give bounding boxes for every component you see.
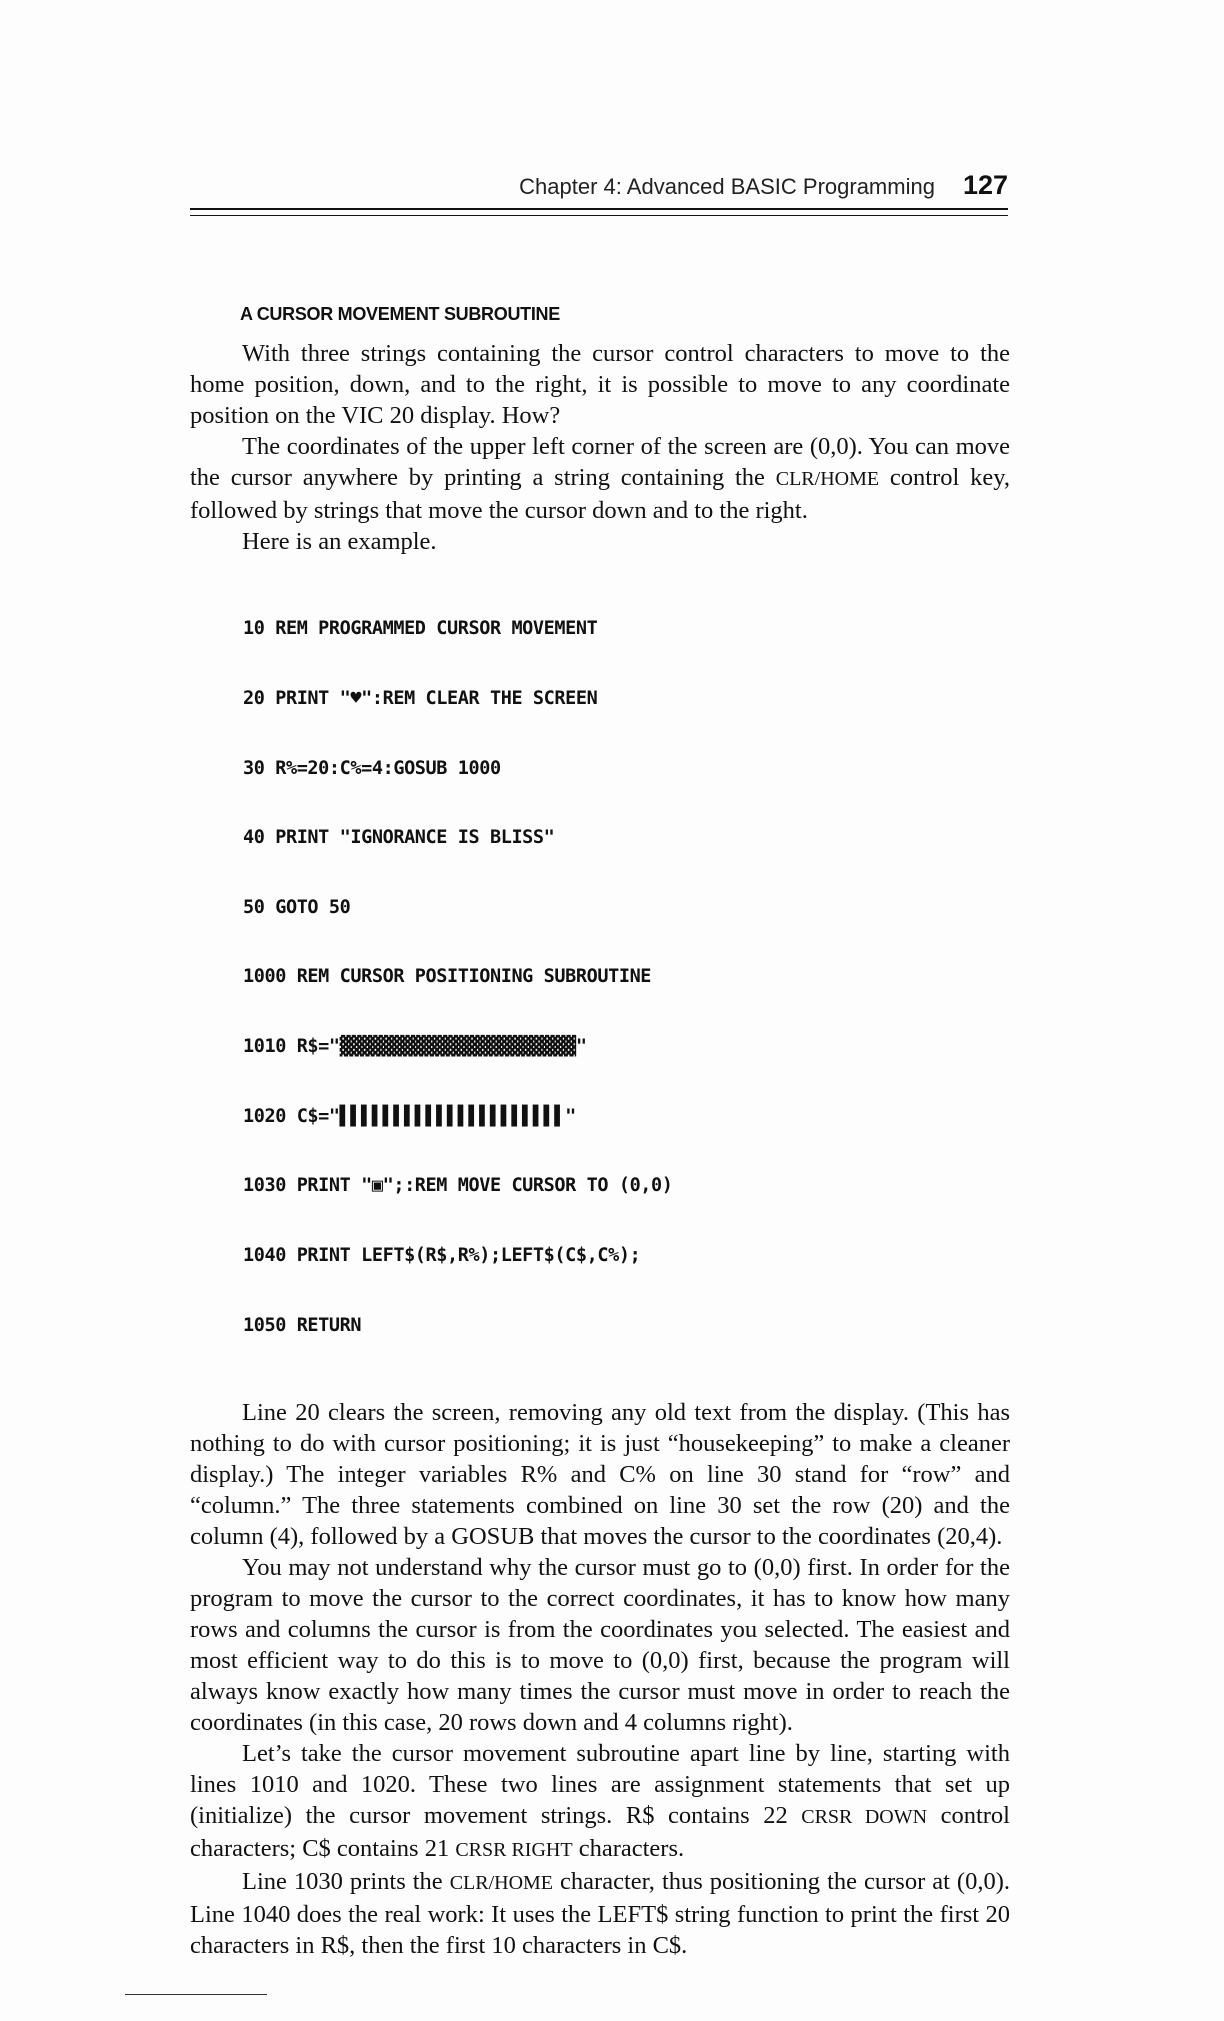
code-line: 1010 R$="▓▓▓▓▓▓▓▓▓▓▓▓▓▓▓▓▓▓▓▓▓▓" xyxy=(243,1036,587,1058)
paragraph: Line 1030 prints the CLR/HOME character, thus positioning the cursor at (0,0). Line 1040 does the real work: It uses the LEFT$ string function to print the first 20 characters in R$, then the first 10 characters in C$. xyxy=(190,1868,1010,1960)
paragraph: Let’s take the cursor movement subroutine apart line by line, starting with lines 1010 and 1020. These two lines are assignment statements that set up (initialize) the cursor movement strings. R$ contains 22 CRSR DOWN control characters; C$ contains 21 CRSR RIGHT characters. xyxy=(190,1740,1010,1863)
code-line: 20 PRINT "♥":REM CLEAR THE SCREEN xyxy=(243,688,598,710)
chapter-title: Chapter 4: Advanced BASIC Programming xyxy=(519,174,935,199)
footnote-rule xyxy=(125,1994,267,1995)
paragraph: Here is an example. xyxy=(242,528,437,555)
code-listing xyxy=(243,571,1010,1383)
text-column xyxy=(190,0,1010,2021)
code-line: 1000 REM CURSOR POSITIONING SUBROUTINE xyxy=(243,966,652,988)
code-line: 1040 PRINT LEFT$(R$,R%);LEFT$(C$,C%); xyxy=(243,1244,641,1266)
paragraph: The coordinates of the upper left corner of the screen are (0,0). You can move the cursor anywhere by printing a string containing the CLR/HOME control key, followed by strings that move the cursor down and to the right. xyxy=(190,433,1010,524)
page-number: 127 xyxy=(962,170,1008,200)
paragraph: Line 20 clears the screen, removing any old text from the display. (This has nothing to do with cursor positioning; it is just “housekeeping” to make a cleaner display.) The integer variables R% and C% on line 30 stand for “row” and “column.” The three statements combined on line 30 set the row (20) and the column (4), followed by a GOSUB that moves the cursor to the coordinates (20,4). xyxy=(190,1399,1010,1551)
code-line: 1020 C$="▌▌▌▌▌▌▌▌▌▌▌▌▌▌▌▌▌▌▌▌▌" xyxy=(243,1105,576,1127)
code-line: 1050 RETURN xyxy=(243,1314,362,1336)
key-name: CLR/HOME xyxy=(775,468,880,490)
paragraph: You may not understand why the cursor must go to (0,0) first. In order for the program to move the cursor to the correct coordinates, it has to know how many rows and columns the cursor is from the coordinates you selected. The easiest and most efficient way to do this is to move to (0,0) first, because the program will always know exactly how many times the cursor must move in order to reach the coordinates (in this case, 20 rows down and 4 columns right). xyxy=(190,1554,1010,1737)
code-line: 10 REM PROGRAMMED CURSOR MOVEMENT xyxy=(243,618,598,640)
code-line: 40 PRINT "IGNORANCE IS BLISS" xyxy=(243,827,555,849)
code-line: 1030 PRINT "▣";:REM MOVE CURSOR TO (0,0) xyxy=(243,1175,673,1197)
code-line: 50 GOTO 50 xyxy=(243,896,351,918)
running-header xyxy=(190,170,1008,206)
key-name: CRSR RIGHT xyxy=(455,1839,573,1862)
key-name: CRSR DOWN xyxy=(801,1806,928,1829)
key-name: CLR/HOME xyxy=(449,1872,554,1895)
section-heading: A CURSOR MOVEMENT SUBROUTINE xyxy=(240,304,560,324)
code-line: 30 R%=20:C%=4:GOSUB 1000 xyxy=(243,757,501,779)
header-rule-top xyxy=(190,208,1008,210)
header-rule-bottom xyxy=(190,215,1008,216)
paragraph: With three strings containing the cursor control characters to move to the home position, down, and to the right, it is possible to move to any coordinate position on the VIC 20 display. How? xyxy=(190,340,1010,429)
